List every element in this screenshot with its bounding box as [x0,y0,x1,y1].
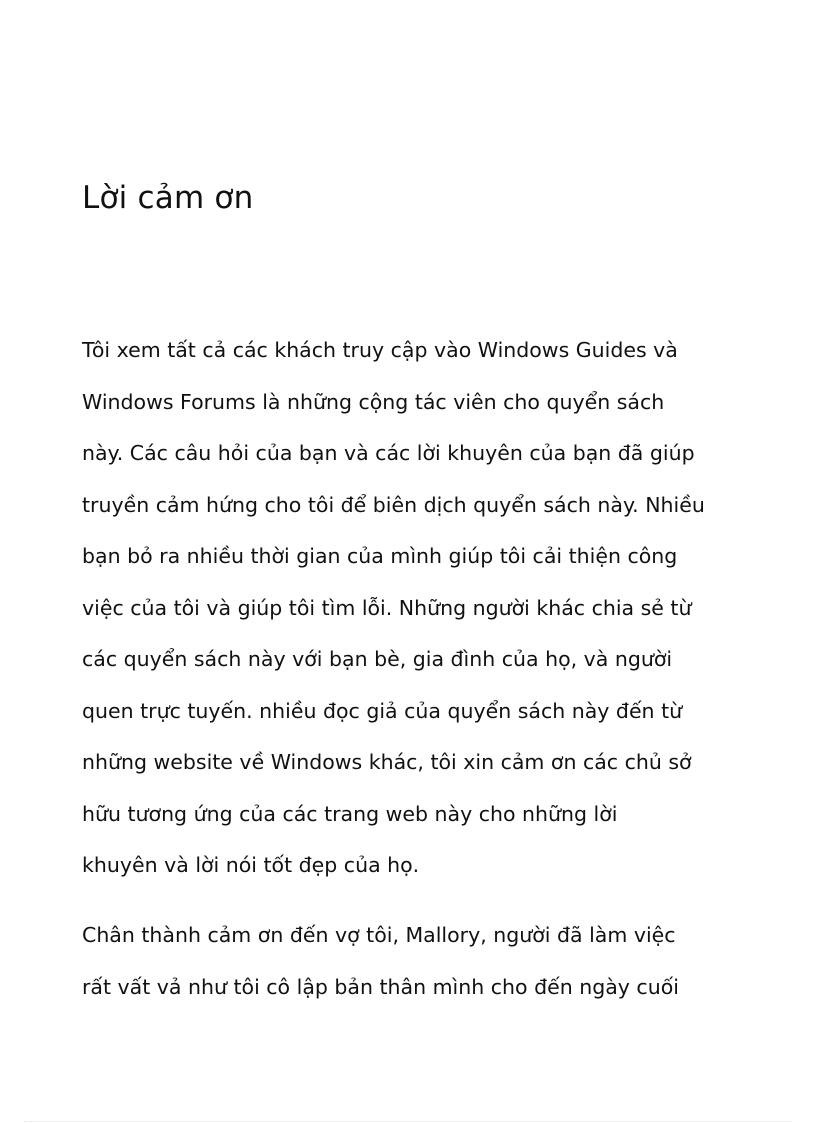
page-bottom-divider [24,1121,792,1122]
paragraph-line: Chân thành cảm ơn đến vợ tôi, Mallory, người đã làm việc [82,923,676,947]
paragraph-line: Windows Forums là những cộng tác viên cho quyển sách [82,389,665,414]
paragraph-line: những website về Windows khác, tôi xin cảm ơn các chủ sở [82,750,692,774]
paragraph-line: bạn bỏ ra nhiều thời gian của mình giúp tôi cải thiện công [82,544,678,568]
paragraph-2 [82,910,679,1013]
paragraph-line: truyền cảm hứng cho tôi để biên dịch quyển sách này. Nhiều [82,492,705,517]
paragraph-line: này. Các câu hỏi của bạn và các lời khuyên của bạn đã giúp [82,441,695,465]
paragraph-line: các quyển sách này với bạn bè, gia đình của họ, và người [82,647,673,671]
paragraph-line: khuyên và lời nói tốt đẹp của họ. [82,853,420,877]
paragraph-line: hữu tương ứng của các trang web này cho những lời [82,801,618,826]
paragraph-1 [82,325,705,892]
paragraph-line: quen trực tuyến. nhiều đọc giả của quyển sách này đến từ [82,698,683,723]
page-title: Lời cảm ơn [82,180,254,216]
paragraph-line: rất vất vả như tôi cô lập bản thân mình cho đến ngày cuối [82,974,679,999]
paragraph-line: Tôi xem tất cả các khách truy cập vào Windows Guides và [82,338,678,362]
paragraph-line: việc của tôi và giúp tôi tìm lỗi. Những người khác chia sẻ từ [82,595,692,620]
